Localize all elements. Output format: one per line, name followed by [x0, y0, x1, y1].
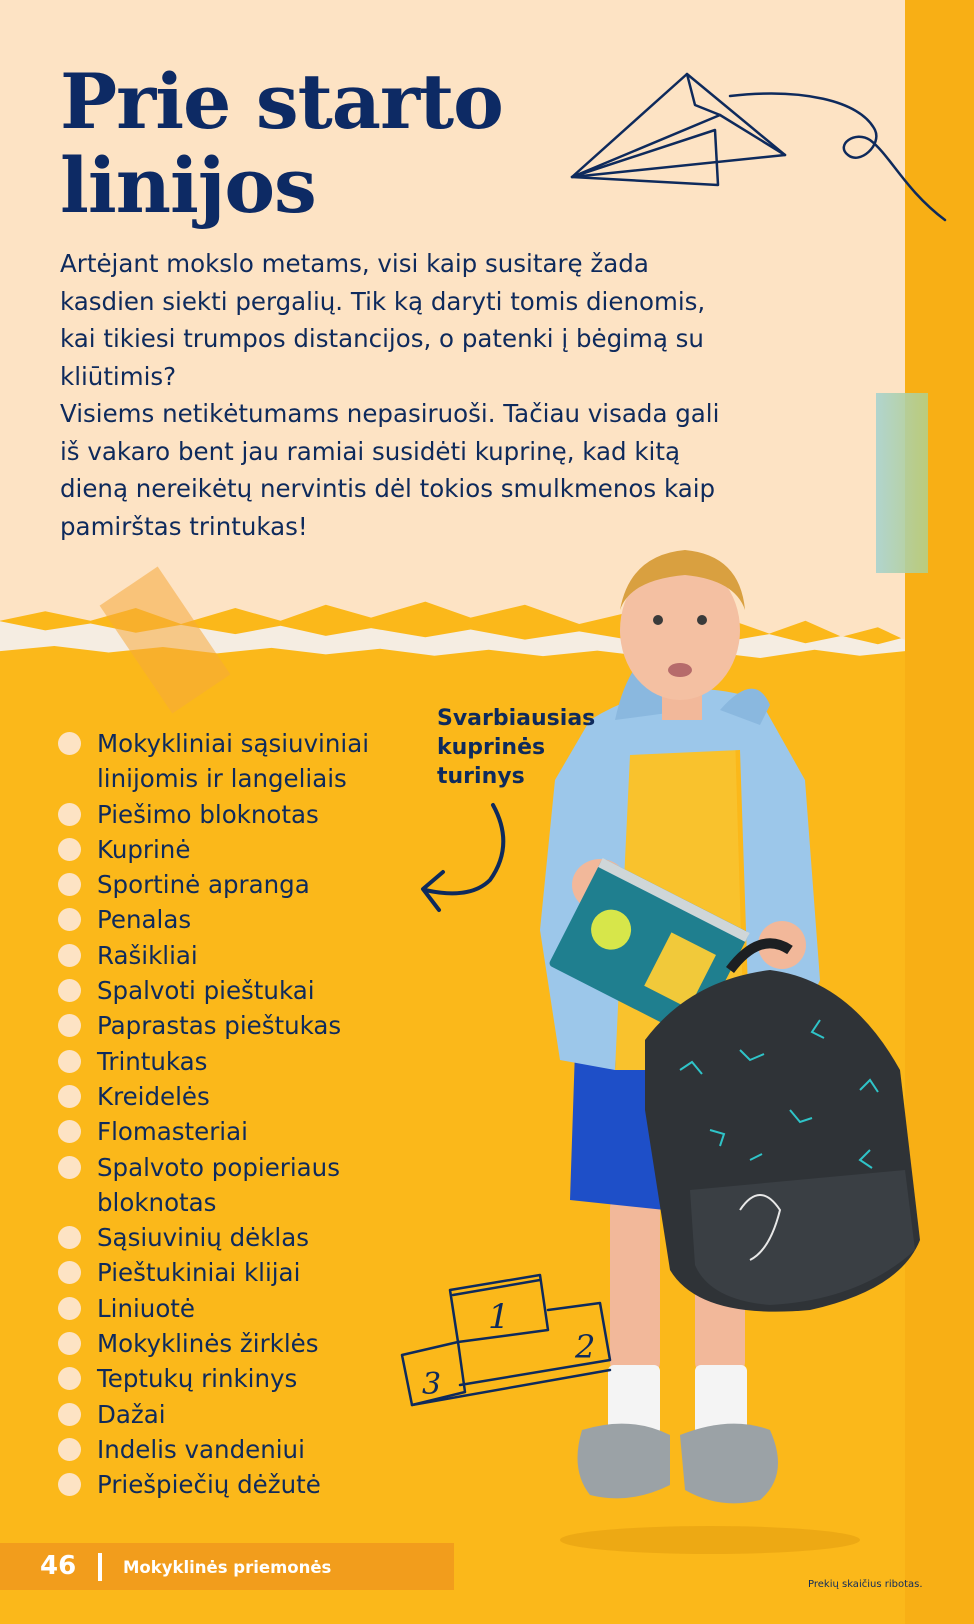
bullet-icon: [58, 1085, 81, 1108]
list-item: [58, 1220, 398, 1255]
podium-first-label: 1: [488, 1297, 510, 1337]
list-item: [58, 1291, 398, 1326]
list-item-label: Rašikliai: [97, 940, 198, 970]
list-item: [58, 726, 398, 797]
list-item-label: Spalvoti pieštukai: [97, 976, 315, 1006]
bullet-icon: [58, 1261, 81, 1284]
list-item-label: Penalas: [97, 905, 192, 935]
bullet-icon: [58, 803, 81, 826]
bullet-icon: [58, 908, 81, 931]
podium-icon: [400, 1270, 630, 1435]
footer-divider: [98, 1553, 102, 1581]
list-item: [58, 1361, 398, 1396]
list-item: [58, 1114, 398, 1149]
list-item-label: Flomasteriai: [97, 1117, 248, 1147]
bullet-icon: [58, 1332, 81, 1355]
list-item-label: Indelis vandeniui: [97, 1434, 305, 1464]
list-item-label: Sąsiuvinių dėklas: [97, 1223, 310, 1253]
list-item: [58, 902, 398, 937]
list-item-label: Piešimo bloknotas: [97, 799, 319, 829]
callout-line-1: Svarbiausias: [437, 706, 596, 731]
podium-third-label: 3: [422, 1367, 442, 1402]
callout-line-2: kuprinės: [437, 735, 546, 760]
intro-paragraph-2: Visiems netikėtumams nepasiruoši. Tačiau visada gali iš vakaro bent jau ramiai susidėti kuprinę, kad kitą dieną nereikėtų nervintis dėl tokios smulkmenos kaip pamirštas trintukas!: [60, 399, 720, 541]
list-item: [58, 797, 398, 832]
curved-arrow-icon: [415, 800, 515, 915]
list-item-label: Spalvoto popieriaus bloknotas: [97, 1152, 340, 1217]
bullet-icon: [58, 1050, 81, 1073]
list-item-label: Kreidelės: [97, 1081, 210, 1111]
list-item: [58, 973, 398, 1008]
list-item: [58, 1326, 398, 1361]
title-line-2: linijos: [60, 141, 316, 230]
list-item: [58, 1467, 398, 1502]
title-line-1: Prie starto: [60, 57, 503, 146]
list-item-label: Dažai: [97, 1399, 166, 1429]
bullet-icon: [58, 1403, 81, 1426]
paper-airplane-icon: [570, 70, 960, 240]
list-item-label: Teptukų rinkinys: [97, 1364, 298, 1394]
list-item-label: Pieštukiniai klijai: [97, 1258, 301, 1288]
intro-text: [60, 245, 720, 545]
limited-quantity-note: Prekių skaičius ribotas.: [808, 1579, 923, 1590]
list-item: [58, 832, 398, 867]
list-item-label: Mokykliniai sąsiuviniai linijomis ir langeliais: [97, 729, 370, 794]
page-number: 46: [40, 1551, 77, 1581]
bullet-icon: [58, 1226, 81, 1249]
bullet-icon: [58, 1473, 81, 1496]
bullet-icon: [58, 1438, 81, 1461]
bullet-icon: [58, 1014, 81, 1037]
list-item-label: Paprastas pieštukas: [97, 1011, 342, 1041]
bullet-icon: [58, 732, 81, 755]
list-item-label: Trintukas: [97, 1046, 208, 1076]
list-item-label: Priešpiečių dėžutė: [97, 1470, 321, 1500]
backpack-checklist: [58, 726, 398, 1503]
callout-line-3: turinys: [437, 764, 525, 789]
section-name: Mokyklinės priemonės: [123, 1558, 332, 1577]
list-item-label: Kuprinė: [97, 834, 191, 864]
list-item: [58, 1255, 398, 1290]
bullet-icon: [58, 1120, 81, 1143]
list-item: [58, 1008, 398, 1043]
page-title: [60, 57, 503, 230]
list-item: [58, 1044, 398, 1079]
bullet-icon: [58, 838, 81, 861]
list-item: [58, 1150, 398, 1221]
list-item-label: Mokyklinės žirklės: [97, 1329, 319, 1359]
list-item: [58, 867, 398, 902]
bullet-icon: [58, 944, 81, 967]
intro-paragraph-1: Artėjant mokslo metams, visi kaip susitarę žada kasdien siekti pergalių. Tik ką daryti tomis dienomis, kai tikiesi trumpos distancijos, o patenki į bėgimą su kliūtimis?: [60, 249, 706, 391]
bullet-icon: [58, 1156, 81, 1179]
list-item: [58, 938, 398, 973]
list-item: [58, 1397, 398, 1432]
bullet-icon: [58, 873, 81, 896]
callout-text: [437, 704, 637, 791]
list-item-label: Sportinė apranga: [97, 870, 310, 900]
podium-second-label: 2: [575, 1328, 596, 1366]
bullet-icon: [58, 1367, 81, 1390]
bullet-icon: [58, 1297, 81, 1320]
list-item: [58, 1432, 398, 1467]
tape-right-decoration: [876, 393, 928, 573]
bullet-icon: [58, 979, 81, 1002]
list-item: [58, 1079, 398, 1114]
list-item-label: Liniuotė: [97, 1293, 195, 1323]
